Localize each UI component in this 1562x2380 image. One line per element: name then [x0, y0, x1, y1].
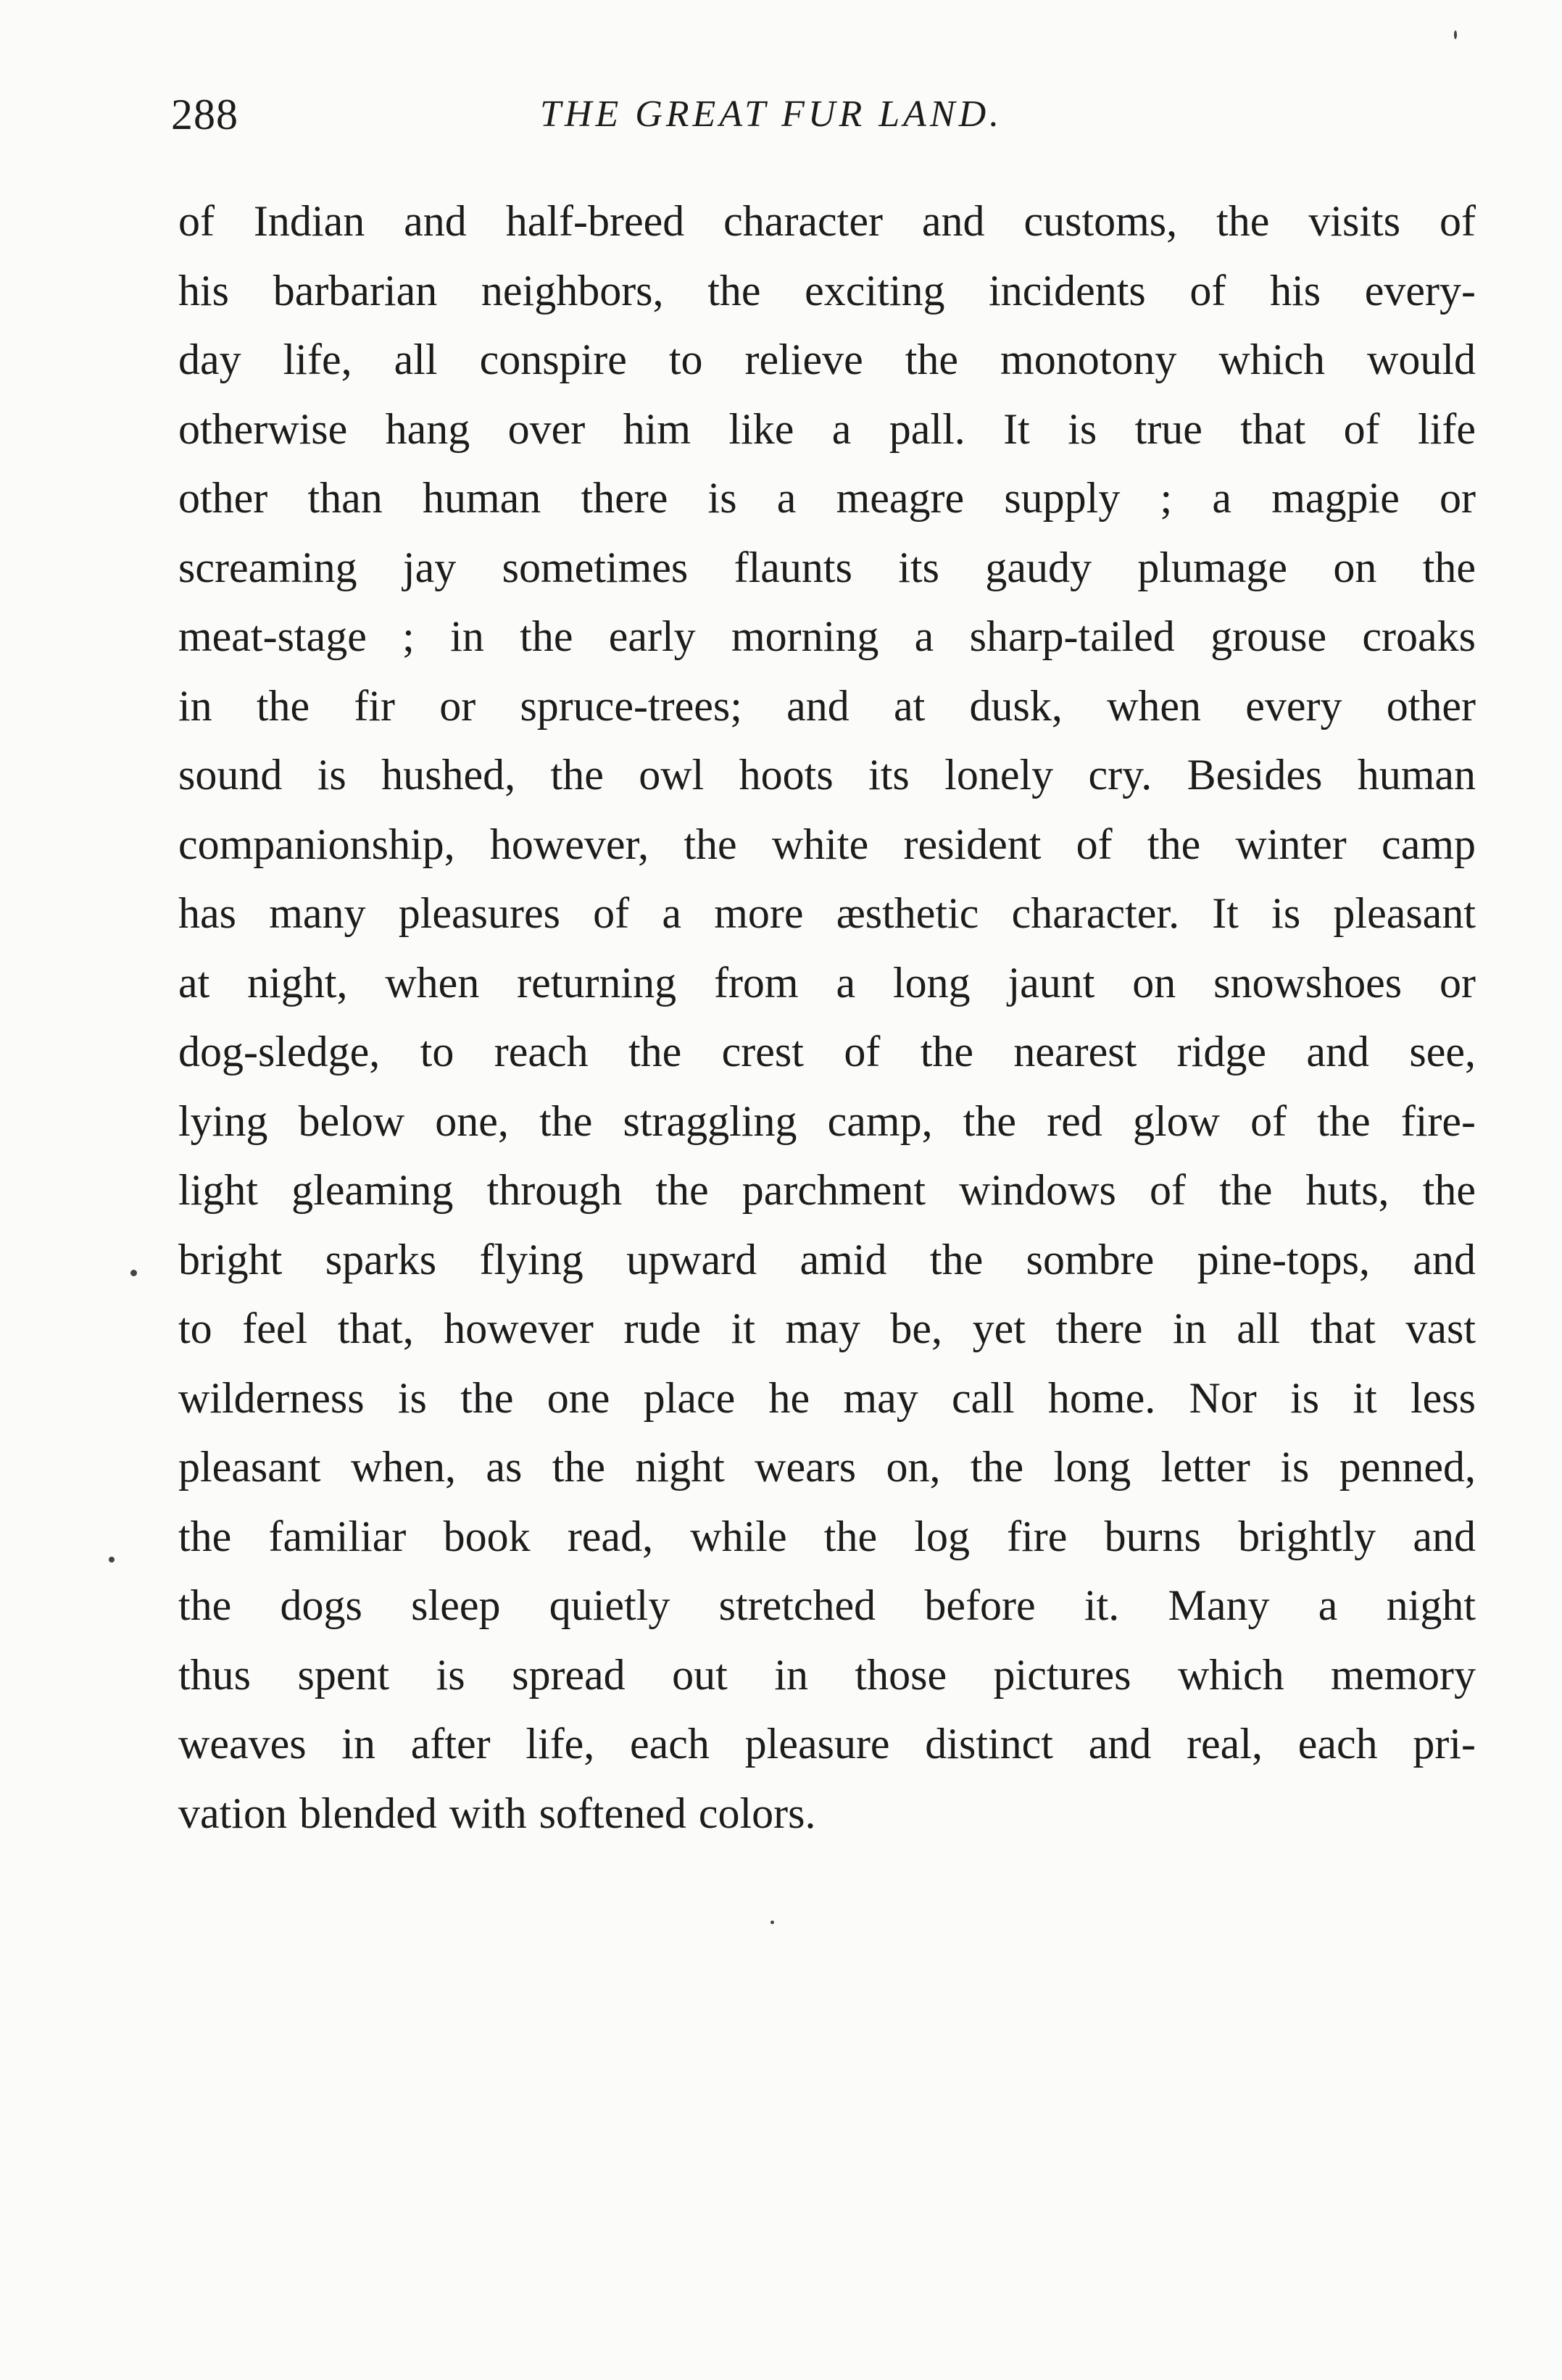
text-line: companionship, however, the white resident of the winter camp [178, 820, 1476, 868]
text-line: bright sparks flying upward amid the sombre pine-tops, and [178, 1235, 1476, 1283]
text-line: sound is hushed, the owl hoots its lonely cry. Besides human [178, 751, 1476, 799]
text-line: pleasant when, as the night wears on, the long letter is penned, [178, 1443, 1476, 1491]
text-line: dog-sledge, to reach the crest of the nearest ridge and see, [178, 1028, 1476, 1075]
text-line: the dogs sleep quietly stretched before it. Many a night [178, 1581, 1476, 1629]
body-text [178, 187, 1476, 1848]
margin-speck [1454, 30, 1457, 39]
margin-speck [770, 1921, 774, 1924]
margin-speck [130, 1270, 137, 1276]
text-line: wilderness is the one place he may call home. Nor is it less [178, 1373, 1476, 1422]
text-line: at night, when returning from a long jaunt on snowshoes or [178, 958, 1476, 1007]
text-line: the familiar book read, while the log fire burns brightly and [178, 1512, 1476, 1560]
text-line: otherwise hang over him like a pall. It is true that of life [178, 404, 1476, 453]
text-line: of Indian and half-breed character and customs, the visits of [178, 197, 1476, 245]
text-line: other than human there is a meagre supply ; a magpie or [178, 474, 1476, 522]
text-line: meat-stage ; in the early morning a sharp-tailed grouse croaks [178, 612, 1476, 660]
text-line: screaming jay sometimes flaunts its gaudy plumage on the [178, 543, 1476, 591]
text-line: weaves in after life, each pleasure distinct and real, each pri- [178, 1720, 1476, 1768]
text-line: thus spent is spread out in those pictures which memory [178, 1650, 1476, 1699]
margin-speck [109, 1557, 115, 1563]
running-head: THE GREAT FUR LAND. [540, 93, 1003, 135]
text-line: has many pleasures of a more æsthetic character. It is pleasant [178, 889, 1476, 937]
text-line: vation blended with softened colors. [178, 1789, 816, 1837]
text-line: to feel that, however rude it may be, yet there in all that vast [178, 1305, 1476, 1352]
text-line: day life, all conspire to relieve the monotony which would [178, 336, 1476, 383]
text-line: lying below one, the straggling camp, the red glow of the fire- [178, 1097, 1476, 1145]
text-line: light gleaming through the parchment windows of the huts, the [178, 1166, 1476, 1214]
text-line: his barbarian neighbors, the exciting incidents of his every- [178, 266, 1476, 315]
page-number: 288 [171, 91, 238, 138]
text-line: in the fir or spruce-trees; and at dusk, when every other [178, 681, 1476, 730]
